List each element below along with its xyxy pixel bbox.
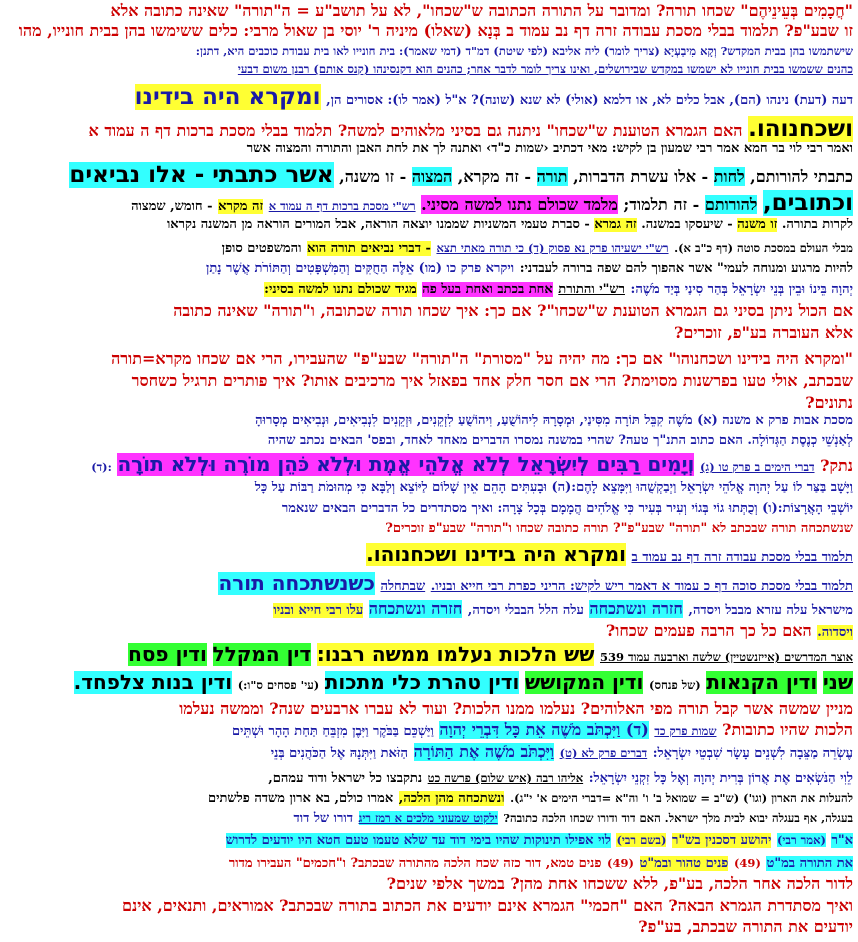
line-text: נתקבצו כל ישראל ודוד עמהם, [268,771,423,786]
highlighted-term: זה מקרא [218,199,264,214]
line-text: האם כל כך הרבה פעמים שכחו? [605,622,812,640]
highlighted-term: זו משנה [737,218,778,232]
verse-quote: וַיַּשְׁכֵּם בַּבֹּקֶר וַיִּבֶן מִזְבֵּחַ תַּחַת הָהָר וּשְׁתֵּים [231,724,434,739]
highlighted-term: מגיד שכולם נתנו למשה בסיני: [264,282,417,297]
text-line [5,258,853,277]
highlighted-quote: וְיָמִים רַבִּים לְיִשְׂרָאֵל לְלֹא אֱלֹהֵי אֱמֶת וּלְלֹא כֹּהֵן מוֹרֶה וּלְלֹא תוֹרָה [117,453,695,476]
line-text: כתבתי להורותם, [750,167,853,186]
highlighted-quote: ושכחנוהו. [748,116,853,142]
text-line [5,116,853,142]
line-text: פנים טמא, דור כזה שכח הלכה מהתורה שבכתב? ו"חכמים" העבירו מדור [228,856,602,871]
text-line [5,918,853,936]
verse-quote: וַיָּשָׁב בַּצַּר לוֹ עַל יְהוָה אֱלֹהֵי יִשְׂרָאֵל וַיְבַקְשֻׁהוּ וַיִּמָּצֵא לָהֶם:(ה) וּבָעִתִּים הָהֵם אֵין שָׁלוֹם לַיּוֹצֵא וְלַבָּא כִּי מְהוּמֹת רַבּוֹת עַל כָּל [254,481,853,495]
source-reference: שמות פרק כד [654,724,717,738]
highlighted-term: תורה [536,167,568,186]
line-text: - שיעסקו במשנה. [641,218,733,232]
text-line [5,622,853,641]
line-text: כהנים ששמשו בבית חונייו לא ישמשו במקדש שבירושלים, ואינו צריך לומר לדבר אחר; כהנים הוא דקנסינהו (קנס אותם) רבנן משום דבעי [237,63,853,76]
line-text: שבכתב, אולי טעו בפרשנות מסוימת? הרי אם חסר חלק אחד בפאזל איך מרכיבים אותו? איך פותרים תרגיל כשחסר [131,372,853,390]
text-line [5,45,853,58]
text-line [5,600,853,619]
highlighted-quote: ודין בנות צלפחד. [73,671,233,694]
line-text: להעלות את הארון (וגו') (ש"ב = שמואל ב' ו' וה"א =דברי הימים א' י"ג). [510,791,853,805]
highlighted-quote: אשר כתבתי - אלו נביאים [69,162,334,188]
line-text: שבתחלה [380,579,426,594]
highlighted-term: פנים טהור ובמ"ט [639,856,729,871]
highlighted-term: לוי אפילו תינוקות שהיו בימי דוד עד שלא טעמו טעם חטא היו יודעים לדרוש [225,833,611,848]
highlighted-term: ויסדוה. [817,625,853,640]
highlighted-term: מלמד שכולם נתנו למשה מסיני. [421,195,618,214]
line-text: מניין שמשה אשר קבל תורה מפי האלוהים? נעלמו ממנו הלכות? ועוד לא עברו ארבעים שנה? וממשה נעלמו [179,700,853,718]
line-text: - סברת טעמי המשניות שממנו יוצאה הוראה, אבל המורים הוראה מן המשנה נקראו [166,218,590,232]
line-text: תלמוד בבלי מסכת סוכה דף כ עמוד א דאמר ריש לקיש: הריני כפרת רבי חייא ובניו. [430,579,853,594]
line-text: שישתמשו בהן בבית המקדש? וְקָא מִיבַעְיָא (צריך לומר) ליה אליבא (לפי שיטת) דמ"ד (דמי שאמר): בית חונייו לאו בית עבודת כוכבים היא, דתנן: [195,45,853,58]
line-text: לְאַנְשֵׁי כְנֶסֶת הַגְּדוֹלָה. האם כתוב התנ"ך טעה? שהרי במשנה נמסרו הדברים מאחד לאחד, ובפס' הבאים נכתב שהיה [267,434,853,448]
source-reference: רש"י והתורת [558,282,625,297]
highlighted-quote: ודין טהרת כלי מתכות [324,671,520,694]
line-text: דעה (דעת) נינהו (הם), אבל כלים לא, או דלמא (אולי) לא שנא (שונה)? א"ל (אמר לו): אסורים הן, [326,93,853,108]
line-text: - זו משנה, [339,167,407,186]
verse-quote: לֵוִי הַנֹּשְׂאִים אֶת אֲרוֹן בְּרִית יְהוָה וְאֶל כָּל זִקְנֵי יִשְׂרָאֵל: [588,771,853,786]
highlighted-term: א"ר [831,833,853,848]
line-text: אמרו כולם, בא ארון משדה פלשתים [207,791,394,806]
line-text: (בשם רבי) [616,833,667,847]
text-line [5,700,853,718]
text-line [5,671,853,694]
text-line [5,190,853,216]
highlighted-term: אחת בכתב ואחת בעל פה [422,282,553,297]
line-text: - זה תלמוד; [623,195,700,214]
text-line [5,84,853,110]
verse-quote: יוֹשְׁבֵי הָאֲרָצוֹת:(ו) וְכֻתְּתוּ גוֹי בְּגוֹי וְעִיר בְּעִיר כִּי אֱלֹהִים הֲמָמָם בְּכָל צָרָה: ואיך מסתדרים כל הדברים הבאים שנאמר [281,502,853,516]
highlighted-quote: (ד) וַיִּכְתֹּב מֹשֶׁה אֵת כָּל דִּבְרֵי יְהוָה [439,721,649,739]
line-text: "חֲכָמִים בְּעֵינֵיהֶם" שכחו תורה? ומדובר על התורה הכתובה ש"שכחו", לא על תושב"ע = ה"תורה" שאינה כתובה אלא [110,2,853,20]
line-text: זו שבע"פ? תלמוד בבלי מסכת עבודה זרה דף נב עמוד ב בְּנָא (שאלו) מיניה ר' יוסי בן שאול מרבי: כלים ששימשו בהן בבית חונייו, מהו [18,22,853,40]
text-line [5,572,853,595]
verse-quote: הַזֹּאת וַיִּתְּנָהּ אֶל הַכֹּהֲנִים בְּנֵי [270,746,408,761]
text-line [5,142,853,157]
line-text: עלה הלל הבבלי ויסדה, [467,603,584,618]
line-text: ואיך מסתדרת הגמרא הבאה? האם "חכמי" הגמרא אינם יודעים את הכתוב בתורה שבכתב? אמוראים, ותנאים, אינם [122,897,853,915]
source-reference: ילקוט שמעוני מלכים א רמז ריג [358,811,498,825]
text-line [5,453,853,476]
verse-quote: מסכת אבות פרק א משנה (א) מֹשֶׁה קִבֵּל תּוֹרָה מִסִּינַי, וּמְסָרָהּ לִיהוֹשֻׁעַ, וִיהוֹשֻׁעַ לִזְקֵנִים, וּזְקֵנִים לִנְבִיאִים, וּנְבִיאִים מְסָרוּהָ [255,414,853,428]
line-text: - חומש, שמצוה [131,199,213,214]
line-text: והמשפטים סופן [221,241,302,256]
source-reference: רש"י ישעיהו פרק נא פסוק (ד) כי תורה מאתי תצא [436,241,669,255]
line-text: (49) [607,856,634,870]
text-line [5,22,853,40]
line-text: להיות מרגוע ומנוחה לעמי" אשר אהפוך להם שפה ברורה לעבדני: [519,261,853,276]
text-line [5,721,853,740]
text-line [5,372,853,390]
line-text: אלא העוברה בע"פ, זוכרים? [673,324,853,342]
source-reference: דברים פרק לא (ט) [559,746,648,760]
text-line [5,808,853,827]
line-text: "ומקרא היה בידינו ושכחנוהו" אם כך: מה יהיה על "מסורת" ה"תורה" שבע"פ" שהעבירו, הרי אם שכחו מקרא=תורה [111,350,853,368]
verse-quote: יְהוָה בֵּינוֹ וּבֵין בְּנֵי יִשְׂרָאֵל בְּהַר סִינַי בְּיַד מֹשֶׁה: [630,282,853,297]
highlighted-quote: כשנשתכחה תורה [218,572,375,595]
text-line [5,875,853,893]
line-text: דורו של דוד [293,811,353,826]
line-text: אם הכול ניתן בסיני גם הגמרא הטוענת ש"שכחו"? אם כך: איך שכחו תורה שכתובה, ו"תורה" שאינה כתובה [173,302,853,320]
highlighted-quote: ומקרא היה בידינו [134,84,321,110]
highlighted-quote: דין המקלל [212,643,312,666]
text-line [5,238,853,257]
line-text: נתונים? [805,394,853,412]
text-line [5,162,853,188]
text-line [5,853,853,872]
highlighted-quote: ודין פסח [128,643,207,666]
highlighted-quote: ודין המקושש [524,671,644,694]
line-text: (49) [733,856,761,870]
line-text: - זה מקרא, [457,167,531,186]
text-line [5,830,853,849]
highlighted-term: להורותם [704,195,758,214]
text-line [5,414,853,429]
line-text: מישראל עלה עזרא מבבל ויסדה, [688,603,853,618]
line-text: (אמר רבי) [776,833,826,847]
source-reference: דברי הימים ב פרק טו (ג) [699,460,815,474]
text-line [5,643,853,666]
highlighted-term: חזרה ונשתכחה [368,600,463,618]
line-text: (עי' פסחים ס"ו:) [237,678,320,692]
line-text: בעגלה, אף בעגלה יבוא לבית מלך ישראל. האם דוד ודורו שכחו הלכה כתובה? [503,811,853,825]
highlighted-term: את התורה במ"ט [766,856,853,871]
text-line [5,394,853,412]
highlighted-quote: וכתובים, [762,190,853,216]
text-line [5,218,853,233]
text-line [5,543,853,566]
line-text: יודעים את התורה שבכתב, בע"פ? [638,918,853,936]
text-line [5,768,853,787]
line-text: :(ד) [91,460,112,474]
source-reference: תלמוד בבלי מסכת עבודה זרה דף נב עמוד ב [631,550,853,565]
text-line [5,502,853,517]
text-line [5,279,853,298]
highlighted-term: לחות [713,167,745,186]
text-line [5,324,853,342]
text-line [5,2,853,20]
highlighted-quote: שני [822,671,853,694]
text-line [5,434,853,449]
text-line [5,897,853,915]
highlighted-quote: ומקרא היה בידינו ושכחנוהו. [366,543,626,566]
line-text: מבלי העולם במסכת סוטה (דף כ"ב א). [674,241,853,255]
line-text: - אלו עשרת הדברות, [573,167,709,186]
highlighted-term: - דברי נביאים תורה הוא [307,241,431,256]
highlighted-term: חזרה ונשתכחה [589,600,683,618]
verse-quote: עֶשְׂרֵה מַצֵּבָה לִשְׁנֵים עָשָׂר שִׁבְטֵי יִשְׂרָאֵל: [652,746,853,761]
text-line [5,63,853,76]
line-text: לקרות בתורה. [781,218,853,232]
line-text: לדור הלכה אחר הלכה, בע"פ, ללא ששכחו אחת מהן? במשך אלפי שנים? [386,875,853,893]
text-line [5,302,853,320]
line-text: האם הגמרא הטוענת ש"שכחו" ניתנה גם בסיני מלאוהים למשה? תלמוד בבלי מסכת ברכות דף ה עמוד א [88,121,743,140]
source-reference: רש"י מסכת ברכות דף ה עמוד א [268,199,416,213]
highlighted-term: ונשתכחה מהן הלכה, [398,791,505,806]
line-text: נתק? [820,456,853,475]
text-line [5,350,853,368]
highlighted-quote: וַיִּכְתֹּב מֹשֶׁה אֶת הַתּוֹרָה [413,743,555,761]
line-text: ואמר רבי לוי בר חמא אמר רבי שמעון בן לקיש: מאי דכתיב ‹שמות כ"ד› ואתנה לך את לחת האבן והתורה והמצוה אשר [246,142,853,156]
highlighted-term: זה גמרא [594,218,637,232]
text-line [5,743,853,762]
line-text: הלכות שהיו כתובות? [722,721,853,739]
highlighted-quote: ודין הקנאות [706,671,818,694]
highlighted-term: המצוה [411,167,453,186]
highlighted-term: עלו רבי חייא ובניו [273,603,364,618]
highlighted-term: יהושע דסכנין בש"ר [671,833,772,848]
highlighted-quote: שש הלכות נעלמו ממשה רבנו: [316,643,595,666]
line-text: (של פנחס) [649,678,701,692]
text-line [5,788,853,807]
line-text: שנשתכחה תורה שבכתב לא "תורה" שבע"פ"? תורה כתובה שכחו ו"תורה" שבע"פ זוכרים? [385,522,853,536]
source-reference: אוצר המדרשים (אייזנשטיין) שלשה וארבעה עמוד 539 [600,650,853,664]
source-reference: אליהו רבה (איש שלום) פרשה כט [427,771,584,785]
text-line [5,522,853,537]
verse-quote: ויקרא פרק כו (מו) אֵלֶּה הַחֻקִּים וְהַמִּשְׁפָּטִים וְהַתּוֹרֹת אֲשֶׁר נָתַן [206,261,515,276]
text-line [5,481,853,496]
